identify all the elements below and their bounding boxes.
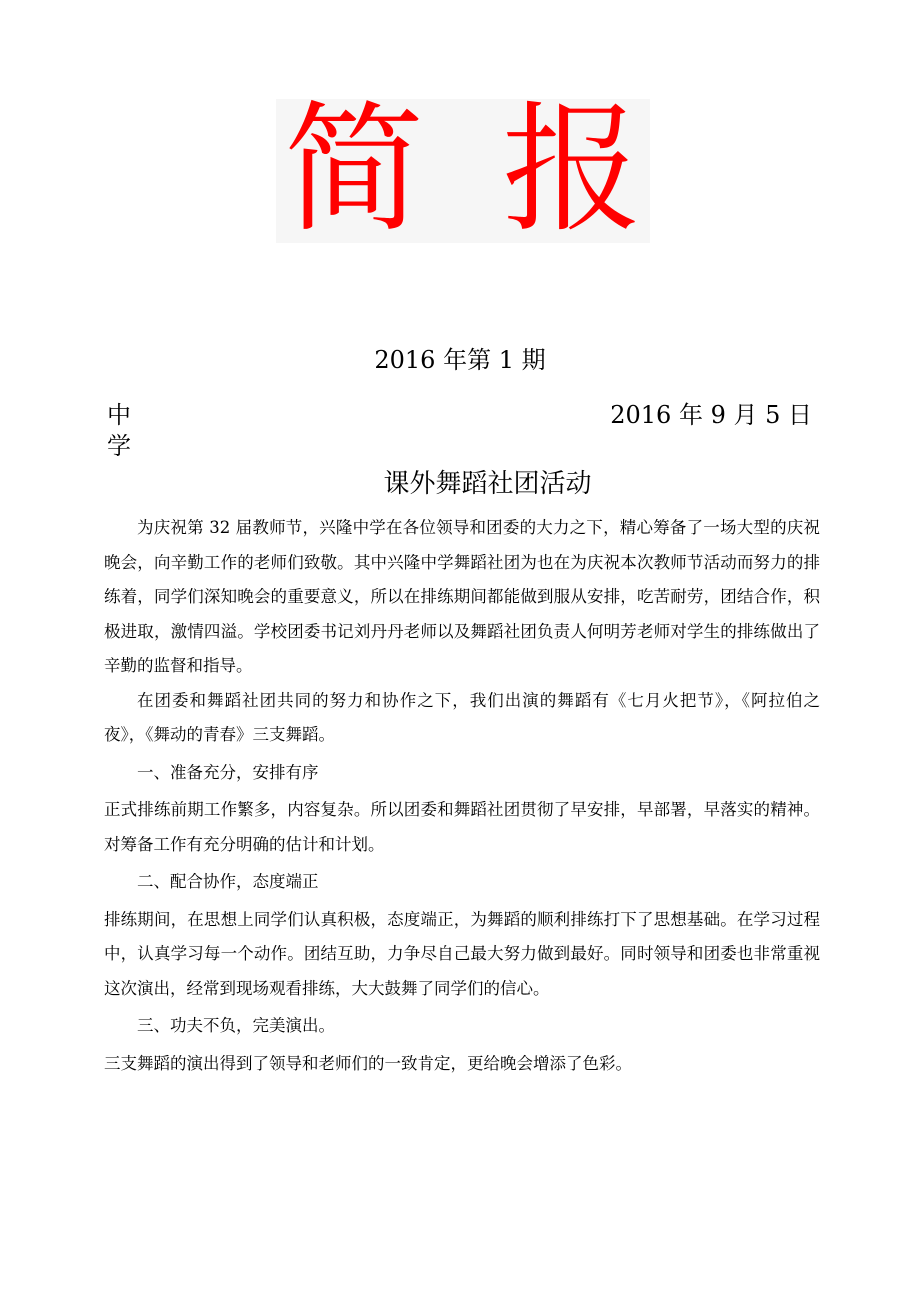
section-text-preparation: 正式排练前期工作繁多，内容复杂。所以团委和舞蹈社团贯彻了早安排，早部署，早落实的精神。对筹备工作有充分明确的估计和计划。 bbox=[104, 800, 820, 854]
issue-number: 2016 年第 1 期 bbox=[374, 346, 546, 374]
section-heading-preparation: 一、准备充分，安排有序 bbox=[137, 762, 319, 782]
article-title: 课外舞蹈社团活动 bbox=[383, 469, 592, 499]
article-body bbox=[104, 511, 820, 1081]
section-heading-performance: 三、功夫不负，完美演出。 bbox=[137, 1016, 335, 1035]
masthead-char-jian: 简 bbox=[284, 99, 425, 243]
section-text-performance: 三支舞蹈的演出得到了领导和老师们的一致肯定，更给晚会增添了色彩。 bbox=[104, 1053, 632, 1073]
paragraph-dances: 在团委和舞蹈社团共同的努力和协作之下，我们出演的舞蹈有《七月火把节》，《阿拉伯之夜》，《舞动的青春》三支舞蹈。 bbox=[104, 690, 820, 744]
publication-date: 2016 年 9 月 5 日 bbox=[610, 401, 812, 429]
section-text-cooperation: 排练期间，在思想上同学们认真积极，态度端正，为舞蹈的顺利排练打下了思想基础。在学习过程中，认真学习每一个动作。团结互助，力争尽自己最大努力做到最好。同时领导和团委也非常重视这次演出，经常到现场观看排练，大大鼓舞了同学们的信心。 bbox=[104, 909, 820, 998]
masthead-banner bbox=[276, 99, 650, 243]
paragraph-intro: 为庆祝第 32 届教师节，兴隆中学在各位领导和团委的大力之下，精心筹备了一场大型的庆祝晚会，向辛勤工作的老师们致敬。其中兴隆中学舞蹈社团为也在为庆祝本次教师节活动而努力的排练着，同学们深知晚会的重要意义，所以在排练期间都能做到服从安排，吃苦耐劳，团结合作，积极进取，激情四溢。学校团委书记刘丹丹老师以及舞蹈社团负责人何明芳老师对学生的排练做出了辛勤的监督和指导。 bbox=[104, 518, 820, 675]
section-heading-cooperation: 二、配合协作，态度端正 bbox=[137, 872, 319, 891]
organization-name: 中学 bbox=[107, 401, 131, 460]
masthead-char-bao: 报 bbox=[501, 99, 642, 243]
